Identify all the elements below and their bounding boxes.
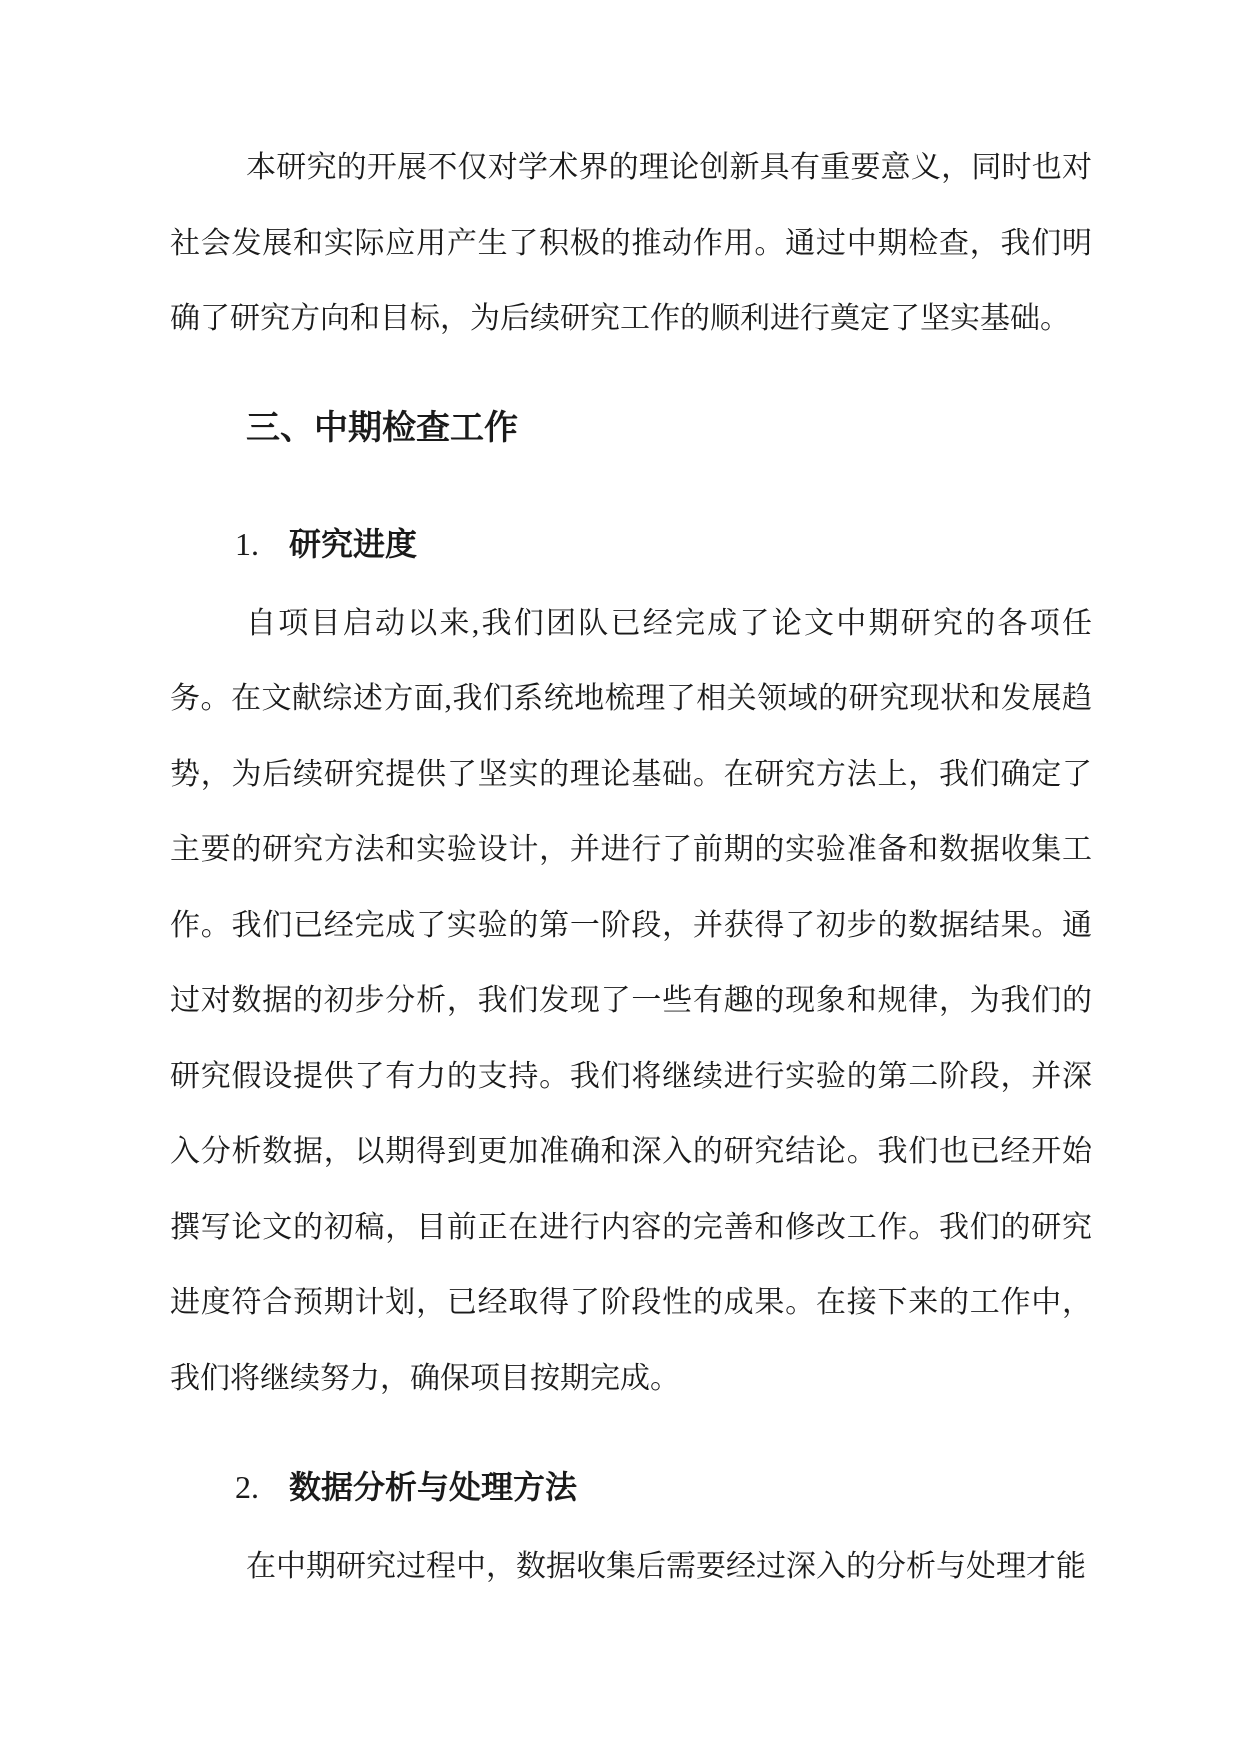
section-heading: 三、中期检查工作: [246, 409, 518, 447]
document-body: [170, 130, 1092, 1604]
subsection-2-title: 数据分析与处理方法: [289, 1469, 578, 1505]
subsection-1-number: 1.: [235, 526, 259, 562]
subsection-2-heading: [170, 1450, 1092, 1526]
subsection-2-body: 在中期研究过程中，数据收集后需要经过深入的分析与处理才能: [246, 1549, 1086, 1583]
subsection-1-title: 研究进度: [289, 526, 418, 562]
subsection-1-heading: [170, 507, 1092, 583]
intro-paragraph: 本研究的开展不仅对学术界的理论创新具有重要意义，同时也对社会发展和实际应用产生了积极的推动作用。通过中期检查，我们明确了研究方向和目标，为后续研究工作的顺利进行奠定了坚实基础。: [170, 151, 1092, 335]
subsection-1-body: 自项目启动以来,我们团队已经完成了论文中期研究的各项任务。在文献综述方面,我们系统地梳理了相关领域的研究现状和发展趋势，为后续研究提供了坚实的理论基础。在研究方法上，我们确定了主要的研究方法和实验设计，并进行了前期的实验准备和数据收集工作。我们已经完成了实验的第一阶段，并获得了初步的数据结果。通过对数据的初步分析，我们发现了一些有趣的现象和规律，为我们的研究假设提供了有力的支持。我们将继续进行实验的第二阶段，并深入分析数据，以期得到更加准确和深入的研究结论。我们也已经开始撰写论文的初稿，目前正在进行内容的完善和修改工作。我们的研究进度符合预期计划，已经取得了阶段性的成果。在接下来的工作中，我们将继续努力，确保项目按期完成。: [170, 606, 1092, 1395]
subsection-2-number: 2.: [235, 1469, 259, 1505]
